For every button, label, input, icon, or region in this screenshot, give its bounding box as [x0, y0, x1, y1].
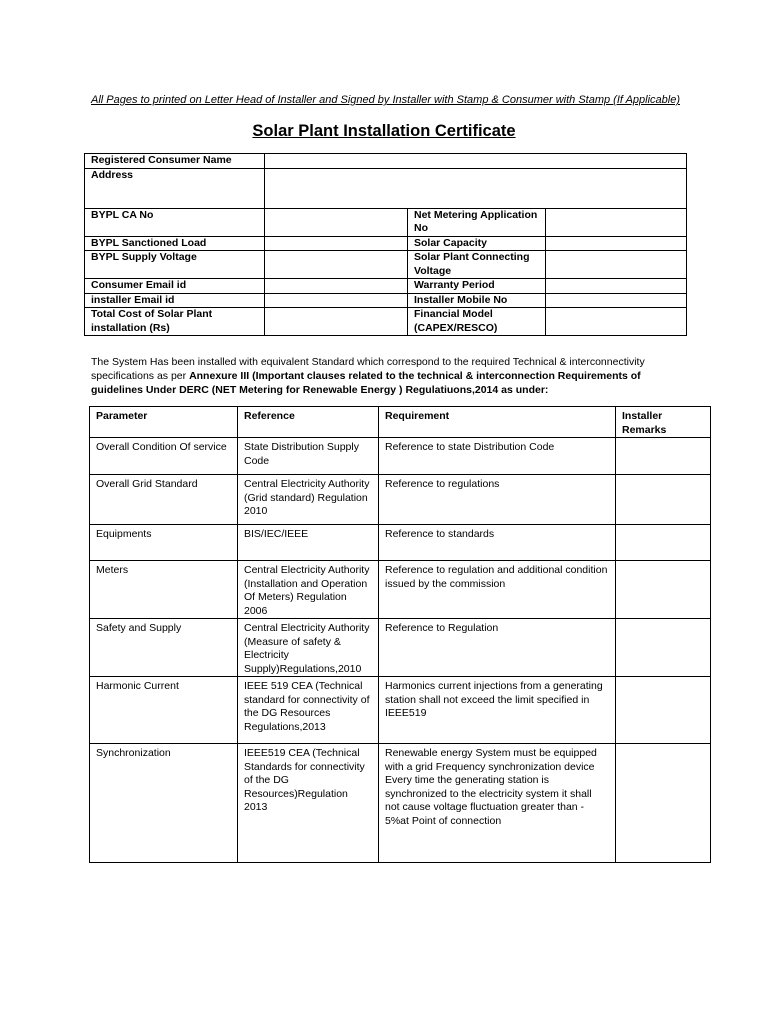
- total-cost-label: Total Cost of Solar Plant installation (Rs): [85, 308, 265, 336]
- financial-model-field[interactable]: [546, 308, 687, 336]
- reference-cell: Central Electricity Authority (Measure of safety & Electricity Supply)Regulations,2010: [238, 619, 379, 677]
- bypl-ca-no-label: BYPL CA No: [85, 208, 265, 236]
- remarks-cell[interactable]: [616, 677, 711, 744]
- total-cost-field[interactable]: [265, 308, 408, 336]
- requirement-cell: Reference to regulations: [379, 475, 616, 525]
- consumer-email-id-field[interactable]: [265, 279, 408, 294]
- parameter-cell: Safety and Supply: [90, 619, 238, 677]
- remarks-cell[interactable]: [616, 619, 711, 677]
- address-label: Address: [85, 168, 265, 208]
- net-metering-application-no-field[interactable]: [546, 208, 687, 236]
- consumer-email-id-label: Consumer Email id: [85, 279, 265, 294]
- table-row: [85, 293, 687, 308]
- parameter-cell: Overall Condition Of service: [90, 438, 238, 475]
- warranty-period-label: Warranty Period: [408, 279, 546, 294]
- requirement-cell: Reference to Regulation: [379, 619, 616, 677]
- reference-cell: IEEE519 CEA (Technical Standards for connectivity of the DG Resources)Regulation 2013: [238, 744, 379, 863]
- solar-capacity-field[interactable]: [546, 236, 687, 251]
- header-parameter: Parameter: [90, 407, 238, 438]
- header-requirement: Requirement: [379, 407, 616, 438]
- table-row: [85, 279, 687, 294]
- table-row: [85, 236, 687, 251]
- regulations-table: [89, 406, 711, 863]
- intro-text: The System Has been installed with equivalent Standard which correspond to the required Technical & interconnectivity specifications as per: [91, 356, 645, 382]
- warranty-period-field[interactable]: [546, 279, 687, 294]
- installer-mobile-no-field[interactable]: [546, 293, 687, 308]
- registered-consumer-name-field[interactable]: [265, 154, 687, 169]
- table-row: [85, 251, 687, 279]
- bypl-sanctioned-load-label: BYPL Sanctioned Load: [85, 236, 265, 251]
- remarks-cell[interactable]: [616, 475, 711, 525]
- installer-email-id-field[interactable]: [265, 293, 408, 308]
- remarks-cell[interactable]: [616, 525, 711, 561]
- reference-cell: IEEE 519 CEA (Technical standard for connectivity of the DG Resources Regulations,2013: [238, 677, 379, 744]
- table-row: [90, 677, 711, 744]
- table-row: [85, 308, 687, 336]
- intro-paragraph: [91, 355, 691, 397]
- net-metering-application-no-label: Net Metering Application No: [408, 208, 546, 236]
- financial-model-label: Financial Model (CAPEX/RESCO): [408, 308, 546, 336]
- parameter-cell: Harmonic Current: [90, 677, 238, 744]
- table-row: [90, 475, 711, 525]
- installer-mobile-no-label: Installer Mobile No: [408, 293, 546, 308]
- installer-email-id-label: installer Email id: [85, 293, 265, 308]
- reference-cell: State Distribution Supply Code: [238, 438, 379, 475]
- address-field[interactable]: [265, 168, 687, 208]
- table-row: [90, 525, 711, 561]
- intro-annexure-text: Annexure III (Important clauses related to the technical & interconnection Requirements of guidelines Under DERC (NET Metering for Renewable Energy ) Regulatiuons,2014 as under:: [91, 370, 641, 396]
- table-row: [90, 744, 711, 863]
- solar-capacity-label: Solar Capacity: [408, 236, 546, 251]
- registered-consumer-name-label: Registered Consumer Name: [85, 154, 265, 169]
- requirement-cell: Reference to regulation and additional condition issued by the commission: [379, 561, 616, 619]
- table-row: [85, 208, 687, 236]
- table-row: [90, 561, 711, 619]
- parameter-cell: Equipments: [90, 525, 238, 561]
- remarks-cell[interactable]: [616, 438, 711, 475]
- bypl-ca-no-field[interactable]: [265, 208, 408, 236]
- table-row: [90, 438, 711, 475]
- table-row: [90, 619, 711, 677]
- requirement-cell: Harmonics current injections from a generating station shall not exceed the limit specified in IEEE519: [379, 677, 616, 744]
- page-title: Solar Plant Installation Certificate: [252, 122, 516, 140]
- consumer-info-table: [84, 153, 687, 336]
- reference-cell: Central Electricity Authority (Grid standard) Regulation 2010: [238, 475, 379, 525]
- bypl-supply-voltage-field[interactable]: [265, 251, 408, 279]
- header-note: All Pages to printed on Letter Head of Installer and Signed by Installer with Stamp & Consumer with Stamp (If Applicable): [91, 94, 681, 106]
- reference-cell: Central Electricity Authority (Installation and Operation Of Meters) Regulation 2006: [238, 561, 379, 619]
- header-reference: Reference: [238, 407, 379, 438]
- bypl-supply-voltage-label: BYPL Supply Voltage: [85, 251, 265, 279]
- remarks-cell[interactable]: [616, 744, 711, 863]
- requirement-cell: Reference to state Distribution Code: [379, 438, 616, 475]
- solar-plant-connecting-voltage-label: Solar Plant Connecting Voltage: [408, 251, 546, 279]
- parameter-cell: Synchronization: [90, 744, 238, 863]
- requirement-cell: Reference to standards: [379, 525, 616, 561]
- table-header-row: [90, 407, 711, 438]
- reference-cell: BIS/IEC/IEEE: [238, 525, 379, 561]
- remarks-cell[interactable]: [616, 561, 711, 619]
- table-row: [85, 154, 687, 169]
- requirement-cell: Renewable energy System must be equipped with a grid Frequency synchronization device Every time the generating station is synchronized to the electricity system it shall not cause voltage fluctuation greater than - 5%at Point of connection: [379, 744, 616, 863]
- solar-plant-connecting-voltage-field[interactable]: [546, 251, 687, 279]
- bypl-sanctioned-load-field[interactable]: [265, 236, 408, 251]
- table-row: [85, 168, 687, 208]
- parameter-cell: Overall Grid Standard: [90, 475, 238, 525]
- parameter-cell: Meters: [90, 561, 238, 619]
- header-remarks: Installer Remarks: [616, 407, 711, 438]
